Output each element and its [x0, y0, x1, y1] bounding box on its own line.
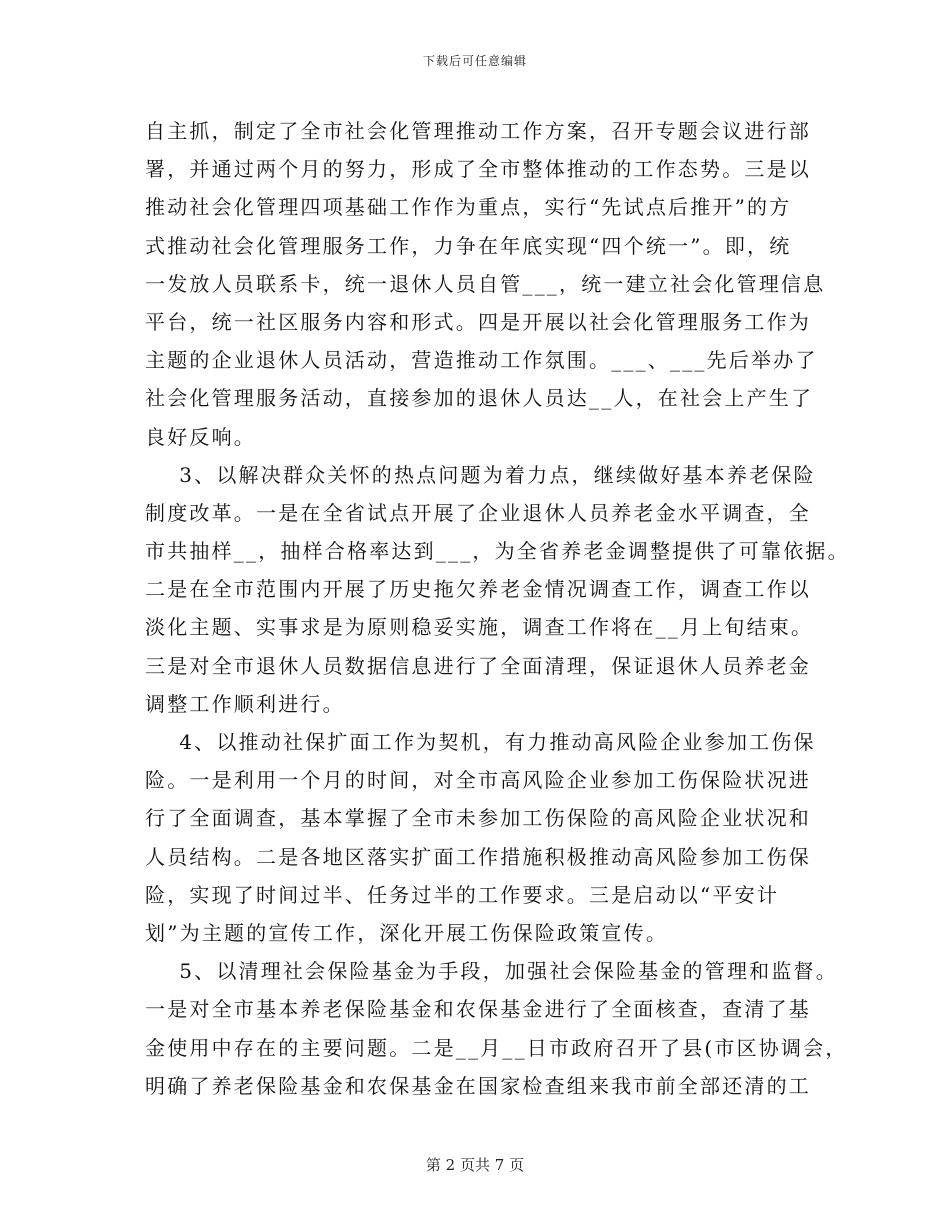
text-line: 险。一是利用一个月的时间，对全市高风险企业参加工伤保险状况进 — [145, 768, 811, 793]
text-line: 二是在全市范围内开展了历史拖欠养老金情况调查工作，调查工作以 — [145, 577, 811, 602]
text-line: 制度改革。一是在全省试点开展了企业退休人员养老金水平调查，全 — [145, 500, 811, 525]
text-line: 平台，统一社区服务内容和形式。四是开展以社会化管理服务工作为 — [145, 309, 811, 334]
text-line: 推动社会化管理四项基础工作作为重点，实行“先试点后推开”的方 — [145, 195, 792, 220]
text-line: 署，并通过两个月的努力，形成了全市整体推动的工作态势。三是以 — [145, 157, 811, 182]
text-line: 一发放人员联系卡，统一退休人员自管___，统一建立社会化管理信息 — [145, 271, 826, 296]
text-line: 社会化管理服务活动，直接参加的退休人员达__人，在社会上产生了 — [145, 386, 814, 411]
text-line: 人员结构。二是各地区落实扩面工作措施积极推动高风险参加工伤保 — [145, 844, 811, 869]
text-line: 一是对全市基本养老保险基金和农保基金进行了全面核查，查清了基 — [145, 997, 811, 1022]
text-line: 良好反响。 — [145, 424, 256, 449]
text-line: 三是对全市退休人员数据信息进行了全面清理，保证退休人员养老金 — [145, 653, 811, 678]
text-line: 险，实现了时间过半、任务过半的工作要求。三是启动以“平安计 — [145, 882, 780, 907]
text-line: 淡化主题、实事求是为原则稳妥实施，调查工作将在__月上旬结束。 — [145, 615, 814, 640]
document-body — [145, 112, 850, 1105]
text-line: 自主抓，制定了全市社会化管理推动工作方案，召开专题会议进行部 — [145, 119, 811, 143]
page-header: 下载后可任意编辑 — [422, 54, 527, 68]
text-line: 市共抽样__，抽样合格率达到___，为全省养老金调整提供了可靠依据。 — [145, 539, 850, 564]
text-line: 明确了养老保险基金和农保基金在国家检查组来我市前全部还清的工 — [145, 1073, 811, 1098]
text-line: 主题的企业退休人员活动，营造推动工作氛围。___、___先后举办了 — [145, 348, 818, 373]
text-line: 划”为主题的宣传工作，深化开展工伤保险政策宣传。 — [145, 920, 669, 945]
text-line: 3、以解决群众关怀的热点问题为着力点，继续做好基本养老保险 — [145, 462, 816, 487]
text-line: 调整工作顺利进行。 — [145, 691, 345, 716]
text-line: 式推动社会化管理服务工作，力争在年底实现“四个统一”。即，统 — [145, 233, 792, 258]
text-line: 金使用中存在的主要问题。二是__月__日市政府召开了县(市区协调会， — [145, 1035, 848, 1060]
text-line: 5、以清理社会保险基金为手段，加强社会保险基金的管理和监督。 — [145, 959, 838, 984]
text-line: 4、以推动社保扩面工作为契机，有力推动高风险企业参加工伤保 — [145, 730, 816, 754]
page-number-footer: 第 2 页共 7 页 — [425, 1156, 525, 1174]
text-line: 行了全面调查，基本掌握了全市未参加工伤保险的高风险企业状况和 — [145, 806, 811, 831]
